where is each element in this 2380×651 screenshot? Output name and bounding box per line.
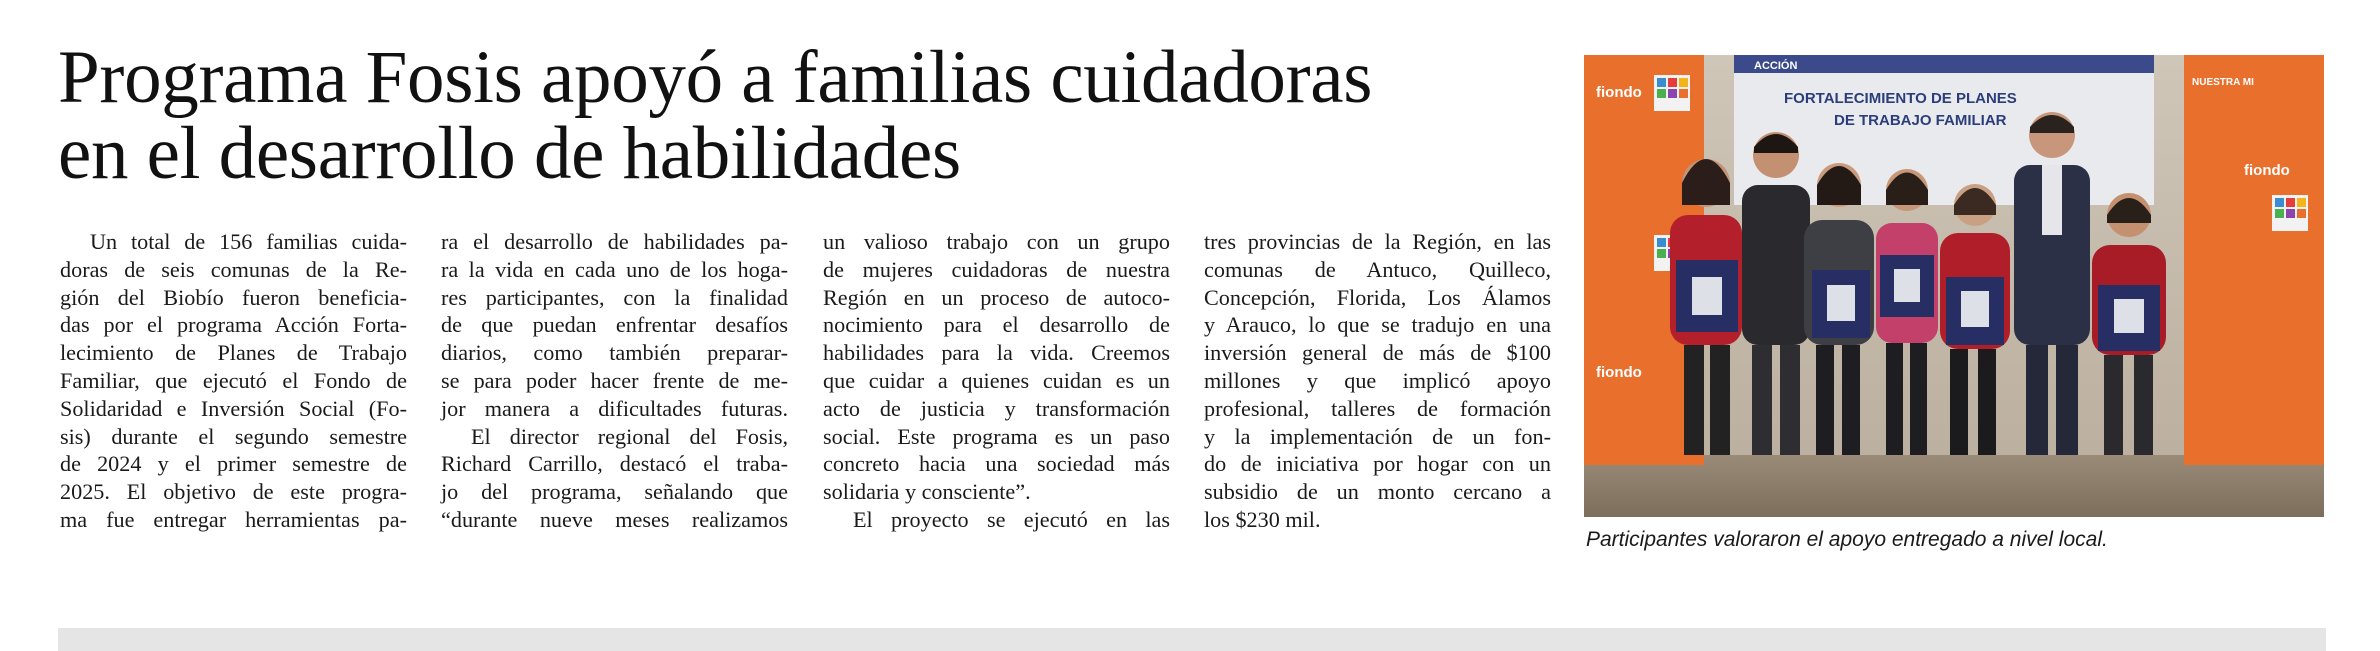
text-line: Un total de 156 familias cuida- bbox=[90, 229, 407, 254]
text-line: profesional, talleres de formación bbox=[1204, 395, 1551, 421]
text-line: do de iniciativa por hogar con un bbox=[1204, 451, 1551, 477]
text-line: 2025. El objetivo de este progra- bbox=[60, 479, 407, 505]
text-line: ra el desarrollo de habilidades pa- bbox=[441, 229, 788, 254]
text-line: Richard Carrillo, destacó el traba- bbox=[441, 451, 788, 477]
headline-line: Programa Fosis apoyó a familias cuidadoras bbox=[58, 36, 1373, 119]
text-line: nocimiento para el desarrollo de bbox=[823, 312, 1170, 338]
text-line: comunas de Antuco, Quilleco, bbox=[1204, 256, 1551, 282]
text-line: El proyecto se ejecutó en las bbox=[853, 506, 1170, 532]
text-line: “durante nueve meses realizamos bbox=[441, 506, 788, 532]
text-line: gión del Biobío fueron beneficia- bbox=[60, 284, 407, 310]
text-line: de que puedan enfrentar desafíos bbox=[441, 312, 788, 338]
text-line: jor manera a dificultades futuras. bbox=[441, 395, 788, 421]
article-column-2 bbox=[441, 228, 788, 534]
text-line: das por el programa Acción Forta- bbox=[60, 312, 407, 338]
text-line: sis) durante el segundo semestre bbox=[60, 423, 407, 449]
backdrop-logo: fiondo bbox=[1596, 84, 1642, 101]
backdrop-logo: fiondo bbox=[2244, 162, 2290, 179]
text-line: solidaria y consciente”. bbox=[823, 479, 1031, 505]
text-line: jo del programa, señalando que bbox=[441, 479, 788, 505]
text-line: un valioso trabajo con un grupo bbox=[823, 229, 1170, 254]
article-column-1 bbox=[60, 228, 407, 534]
text-line: concreto hacia una sociedad más bbox=[823, 451, 1170, 477]
text-line: social. Este programa es un paso bbox=[823, 423, 1170, 449]
right-backdrop bbox=[2184, 55, 2324, 465]
text-line: habilidades para la vida. Creemos bbox=[823, 340, 1170, 366]
backdrop-logo: fiondo bbox=[1596, 364, 1642, 381]
text-line: que cuidar a quienes cuidan es un bbox=[823, 367, 1170, 393]
text-line: Solidaridad e Inversión Social (Fo- bbox=[60, 395, 407, 421]
article-photo bbox=[1584, 55, 2324, 517]
text-line: y la implementación de un fon- bbox=[1204, 423, 1551, 449]
text-line: millones y que implicó apoyo bbox=[1204, 367, 1551, 393]
photo-caption: Participantes valoraron el apoyo entregado a nivel local. bbox=[1586, 528, 2108, 551]
text-line: Familiar, que ejecutó el Fondo de bbox=[60, 367, 407, 393]
text-line: acto de justicia y transformación bbox=[823, 395, 1170, 421]
text-line: El director regional del Fosis, bbox=[471, 423, 788, 449]
text-line: lecimiento de Planes de Trabajo bbox=[60, 340, 407, 366]
text-line: res participantes, con la finalidad bbox=[441, 284, 788, 310]
screen-title-line: FORTALECIMIENTO DE PLANES bbox=[1784, 90, 2017, 107]
text-line: ma fue entregar herramientas pa- bbox=[60, 506, 407, 532]
text-line: y Arauco, lo que se tradujo en una bbox=[1204, 312, 1551, 338]
text-line: inversión general de más de $100 bbox=[1204, 340, 1551, 366]
text-line: tres provincias de la Región, en las bbox=[1204, 229, 1551, 254]
bottom-gray-band bbox=[58, 628, 2326, 651]
text-line: Región en un proceso de autoco- bbox=[823, 284, 1170, 310]
text-line: ra la vida en cada uno de los hoga- bbox=[441, 256, 788, 282]
text-line: de 2024 y el primer semestre de bbox=[60, 451, 407, 477]
projection-screen bbox=[1734, 55, 2154, 205]
text-line: diarios, como también preparar- bbox=[441, 340, 788, 366]
headline bbox=[58, 36, 1373, 195]
text-line: los $230 mil. bbox=[1204, 506, 1321, 532]
article-column-4 bbox=[1204, 228, 1551, 534]
headline-line: en el desarrollo de habilidades bbox=[58, 112, 961, 195]
screen-title-line: DE TRABAJO FAMILIAR bbox=[1834, 112, 2007, 129]
text-line: subsidio de un monto cercano a bbox=[1204, 479, 1551, 505]
text-line: se para poder hacer frente de me- bbox=[441, 367, 788, 393]
text-line: doras de seis comunas de la Re- bbox=[60, 256, 407, 282]
screen-banner-small: ACCIÓN bbox=[1754, 60, 1798, 72]
text-line: de mujeres cuidadoras de nuestra bbox=[823, 256, 1170, 282]
article-column-3 bbox=[823, 228, 1170, 534]
backdrop-tagline: NUESTRA MI bbox=[2192, 77, 2254, 88]
text-line: Concepción, Florida, Los Álamos bbox=[1204, 284, 1551, 310]
